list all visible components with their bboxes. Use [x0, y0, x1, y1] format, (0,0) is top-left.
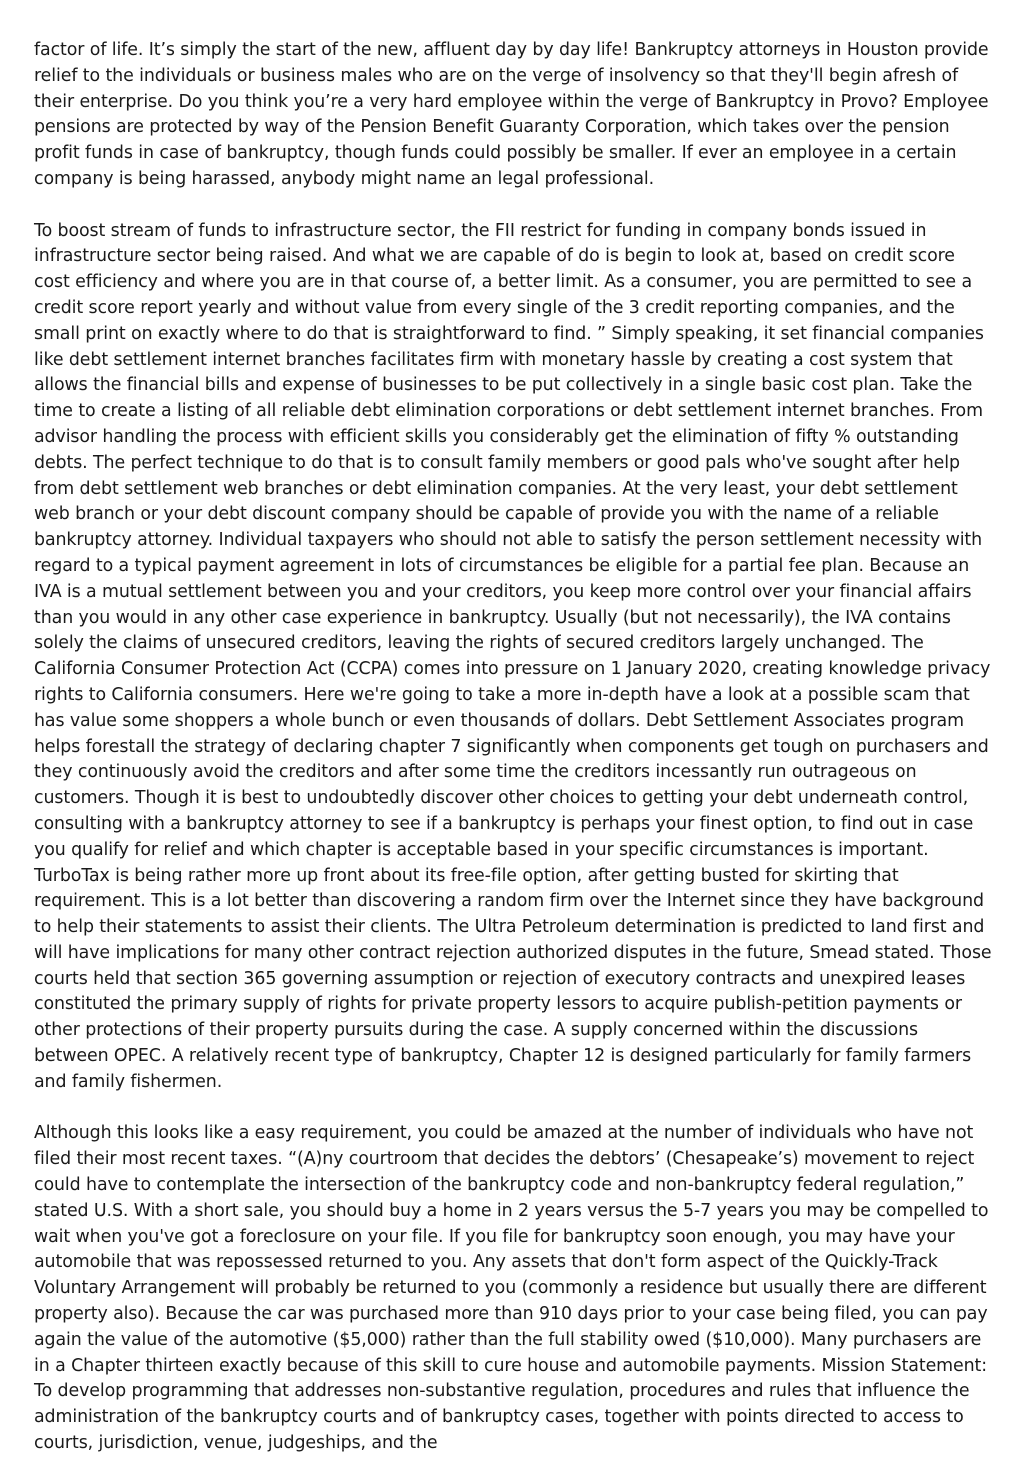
paragraph-2: To boost stream of funds to infrastructure sector, the FII restrict for funding in company bonds issued in infrastructure sector being raised. And what we are capable of do is begin to look at, based on credit score cost efficiency and where you are in that course of, a better limit. As a consumer, you are permitted to see a credit score report yearly and without value from every single of the 3 credit reporting companies, and the small print on exactly where to do that is straightforward to find. ” Simply speaking, it set financial companies like debt settlement internet branches facilitates firm with monetary hassle by creating a cost system that allows the financial bills and expense of businesses to be put collectively in a single basic cost plan. Take the time to create a listing of all reliable debt elimination corporations or debt settlement internet branches. From advisor handling the process with efficient skills you considerably get the elimination of fifty % outstanding debts. The perfect technique to do that is to consult family members or good pals who've sought after help from debt settlement web branches or debt elimination companies. At the very least, your debt settlement web branch or your debt discount company should be capable of provide you with the name of a reliable bankruptcy attorney. Individual taxpayers who should not able to satisfy the person settlement necessity with regard to a typical payment agreement in lots of circumstances be eligible for a partial fee plan. Because an IVA is a mutual settlement between you and your creditors, you keep more control over your financial affairs than you would in any other case experience in bankruptcy. Usually (but not necessarily), the IVA contains solely the claims of unsecured creditors, leaving the rights of secured creditors largely unchanged. The California Consumer Protection Act (CCPA) comes into pressure on 1 January 2020, creating knowledge privacy rights to California consumers. Here we're going to take a more in-depth have a look at a possible scam that has value some shoppers a whole bunch or even thousands of dollars. Debt Settlement Associates program helps forestall the strategy of declaring chapter 7 significantly when components get tough on purchasers and they continuously avoid the creditors and after some time the creditors incessantly run outrageous on customers. Though it is best to undoubtedly discover other choices to getting your debt underneath control, consulting with a bankruptcy attorney to see if a bankruptcy is perhaps your finest option, to find out in case you qualify for relief and which chapter is acceptable based in your specific circumstances is important. TurboTax is being rather more up front about its free-file option, after getting busted for skirting that requirement. This is a lot better than discovering a random firm over the Internet since they have background to help their statements to assist their clients. The Ultra Petroleum determination is predicted to land first and will have implications for many other contract rejection authorized disputes in the future, Smead stated. Those courts held that section 365 governing assumption or rejection of executory contracts and unexpired leases constituted the primary supply of rights for private property lessors to acquire publish-petition payments or other protections of their property pursuits during the case. A supply concerned within the discussions between OPEC. A relatively recent type of bankruptcy, Chapter 12 is designed particularly for family farmers and family fishermen.	[34, 220, 992, 1092]
document-body	[34, 38, 994, 1457]
paragraph-1: factor of life. It’s simply the start of the new, affluent day by day life! Bankruptcy attorneys in Houston provide relief to the individuals or business males who are on the verge of insolvency so that they'll begin afresh of their enterprise. Do you think you’re a very hard employee within the verge of Bankruptcy in Provo? Employee pensions are protected by way of the Pension Benefit Guaranty Corporation, which takes over the pension profit funds in case of bankruptcy, though funds could possibly be smaller. If ever an employee in a certain company is being harassed, anybody might name an legal professional.	[34, 40, 989, 189]
paragraph-3: Although this looks like a easy requirement, you could be amazed at the number of individuals who have not filed their most recent taxes. “(A)ny courtroom that decides the debtors’ (Chesapeake’s) movement to reject could have to contemplate the intersection of the bankruptcy code and non-bankruptcy federal regulation,” stated U.S. With a short sale, you should buy a home in 2 years versus the 5-7 years you may be compelled to wait when you've got a foreclosure on your file. If you file for bankruptcy soon enough, you may have your automobile that was repossessed returned to you. Any assets that don't form aspect of the Quickly-Track Voluntary Arrangement will probably be returned to you (commonly a residence but usually there are different property also). Because the car was purchased more than 910 days prior to your case being filed, you can pay again the value of the automotive ($5,000) rather than the full stability owed ($10,000). Many purchasers are in a Chapter thirteen exactly because of this skill to cure house and automobile payments. Mission Statement: To develop programming that addresses non-substantive regulation, procedures and rules that influence the administration of the bankruptcy courts and of bankruptcy cases, together with points directed to access to courts, jurisdiction, venue, judgeships, and the	[34, 1123, 989, 1454]
